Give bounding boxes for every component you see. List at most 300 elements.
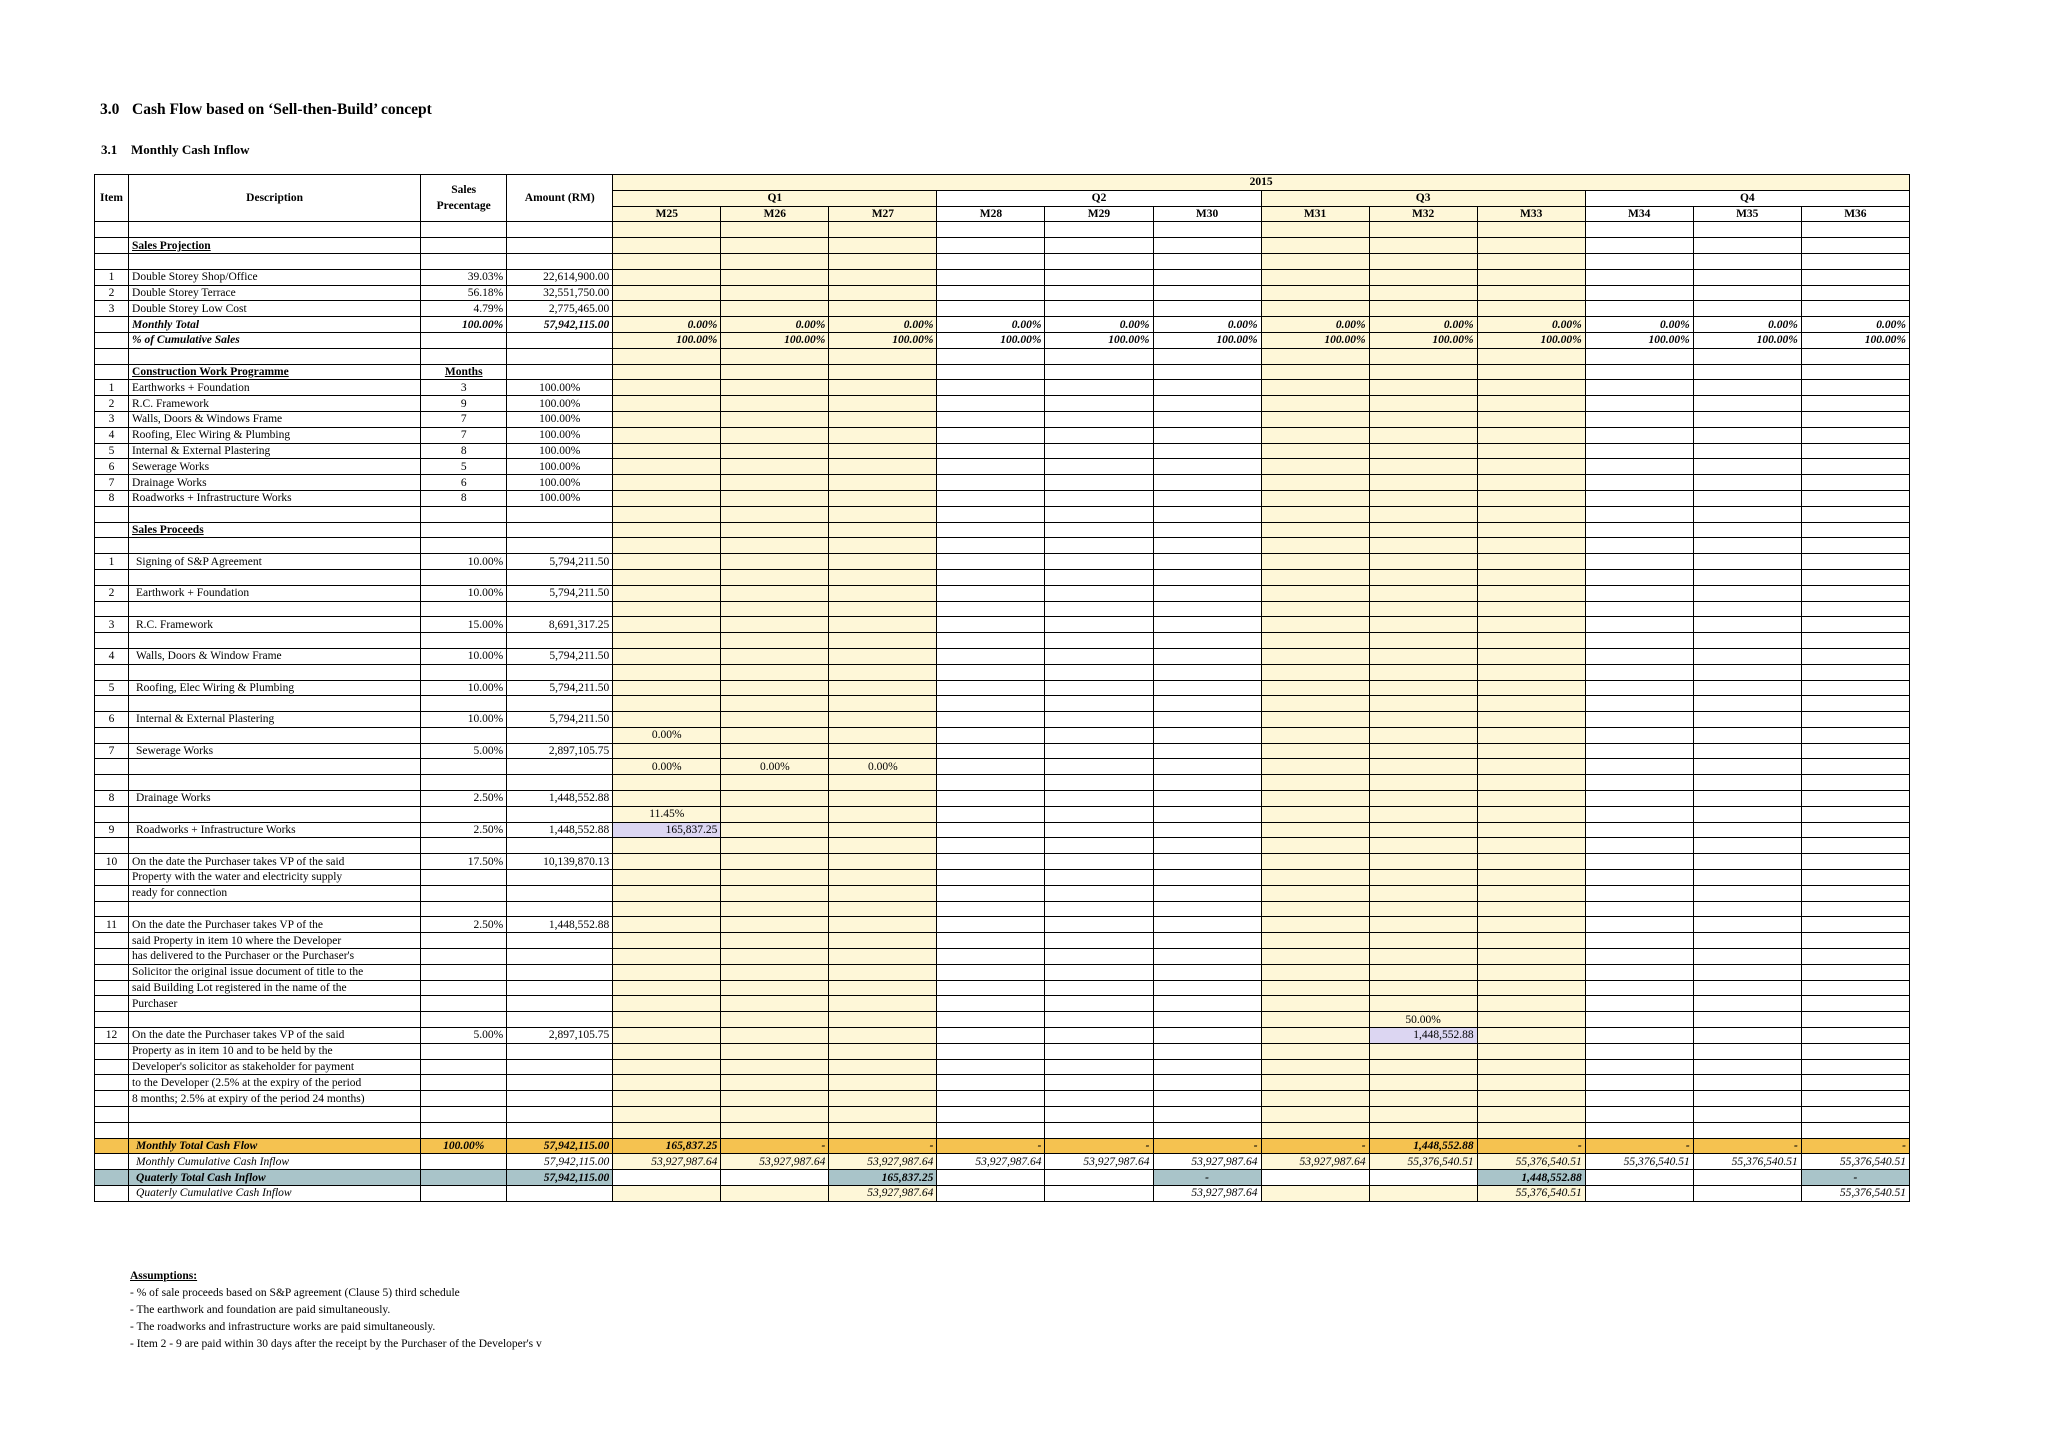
month-cell <box>829 443 937 459</box>
month-cell <box>937 490 1045 506</box>
month-value: - <box>1153 1138 1261 1154</box>
month-value: 55,376,540.51 <box>1801 1186 1909 1202</box>
month-cell <box>829 696 937 712</box>
month-cell <box>1261 980 1369 996</box>
month-cell <box>829 585 937 601</box>
blank-row <box>95 1107 1910 1123</box>
month-cell <box>1369 759 1477 775</box>
month-percentage: 0.00% <box>1585 317 1693 333</box>
month-cell <box>937 253 1045 269</box>
amount <box>507 1186 613 1202</box>
sales-percentage <box>421 1059 507 1075</box>
item-number: 2 <box>95 285 129 301</box>
month-cell <box>613 1028 721 1044</box>
sales-percentage <box>421 964 507 980</box>
month-cell <box>1585 222 1693 238</box>
description <box>129 348 421 364</box>
item-number <box>95 838 129 854</box>
month-cell <box>829 980 937 996</box>
month-cell <box>1585 696 1693 712</box>
month-cell <box>1045 585 1153 601</box>
month-cell <box>613 601 721 617</box>
sales-percentage <box>421 522 507 538</box>
month-cell <box>937 238 1045 254</box>
month-percentage: 100.00% <box>721 332 829 348</box>
month-cell <box>937 854 1045 870</box>
month-cell <box>1801 743 1909 759</box>
month-cell <box>721 806 829 822</box>
month-cell <box>1369 743 1477 759</box>
month-cell <box>1585 712 1693 728</box>
month-cell <box>1585 490 1693 506</box>
month-cell <box>1369 1043 1477 1059</box>
month-cell <box>1369 269 1477 285</box>
month-value: 53,927,987.64 <box>721 1154 829 1170</box>
month-cell <box>829 664 937 680</box>
month-cell <box>1585 1028 1693 1044</box>
table-row <box>95 459 1910 475</box>
month-cell <box>1261 364 1369 380</box>
month-percentage: 100.00% <box>613 332 721 348</box>
sales-percentage <box>421 949 507 965</box>
month-cell <box>829 822 937 838</box>
completion-percentage: 100.00% <box>507 490 613 506</box>
month-cell <box>1693 238 1801 254</box>
month-cell <box>613 1075 721 1091</box>
month-cell <box>613 664 721 680</box>
month-percentage: 0.00% <box>613 727 721 743</box>
blank-row <box>95 775 1910 791</box>
month-cell <box>1369 506 1477 522</box>
amount <box>507 1075 613 1091</box>
month-cell <box>1369 617 1477 633</box>
item-number: 5 <box>95 680 129 696</box>
month-cell <box>613 364 721 380</box>
month-cell <box>1153 348 1261 364</box>
month-cell <box>1801 996 1909 1012</box>
month-cell <box>1261 1043 1369 1059</box>
item-number <box>95 253 129 269</box>
table-row <box>95 854 1910 870</box>
month-cell <box>1585 980 1693 996</box>
month-cell <box>613 222 721 238</box>
month-cell <box>721 1091 829 1107</box>
month-cell <box>1153 917 1261 933</box>
sales-percentage: 2.50% <box>421 791 507 807</box>
month-cell <box>829 459 937 475</box>
month-cell <box>1369 885 1477 901</box>
amount <box>507 1012 613 1028</box>
month-value: - <box>721 1138 829 1154</box>
month-cell <box>1045 680 1153 696</box>
month-cell <box>937 285 1045 301</box>
month-cell <box>937 411 1045 427</box>
section-title: Construction Work Programme <box>129 364 421 380</box>
month-cell <box>1477 222 1585 238</box>
description: Earthworks + Foundation <box>129 380 421 396</box>
month-percentage: 100.00% <box>829 332 937 348</box>
sales-percentage: 15.00% <box>421 617 507 633</box>
amount <box>507 601 613 617</box>
amount <box>507 522 613 538</box>
month-cell <box>1477 648 1585 664</box>
month-cell <box>1045 854 1153 870</box>
row-label: Quaterly Total Cash Inflow <box>129 1170 421 1186</box>
month-cell <box>1477 743 1585 759</box>
month-value: 55,376,540.51 <box>1585 1154 1693 1170</box>
month-cell <box>1153 538 1261 554</box>
month-percentage: 100.00% <box>937 332 1045 348</box>
month-value: - <box>1801 1170 1909 1186</box>
month-value <box>1585 1170 1693 1186</box>
amount <box>507 538 613 554</box>
month-cell <box>1045 617 1153 633</box>
month-cell <box>1045 522 1153 538</box>
assumption-line: - % of sale proceeds based on S&P agreement (Clause 5) third schedule <box>130 1287 460 1299</box>
item-header: Item <box>95 175 129 222</box>
month-cell <box>1153 759 1261 775</box>
month-cell <box>937 475 1045 491</box>
month-cell <box>1801 285 1909 301</box>
month-cell <box>1693 806 1801 822</box>
month-cell <box>1045 380 1153 396</box>
description: Roadworks + Infrastructure Works <box>129 490 421 506</box>
month-header: M25 <box>613 206 721 222</box>
month-cell <box>1369 917 1477 933</box>
month-cell <box>1477 917 1585 933</box>
sales-percentage <box>421 1091 507 1107</box>
month-cell <box>829 1075 937 1091</box>
month-cell <box>1045 601 1153 617</box>
month-cell <box>937 585 1045 601</box>
month-cell <box>1801 1043 1909 1059</box>
sales-percentage <box>421 538 507 554</box>
description: On the date the Purchaser takes VP of the said <box>129 1028 421 1044</box>
month-cell <box>937 1059 1045 1075</box>
month-cell <box>721 443 829 459</box>
percentage-row <box>95 759 1910 775</box>
month-cell <box>721 364 829 380</box>
month-cell <box>1153 1091 1261 1107</box>
month-cell <box>1045 411 1153 427</box>
month-header: M27 <box>829 206 937 222</box>
month-cell <box>1261 380 1369 396</box>
month-cell <box>829 996 937 1012</box>
month-header: M26 <box>721 206 829 222</box>
amount: 1,448,552.88 <box>507 917 613 933</box>
month-cell <box>1477 759 1585 775</box>
month-cell <box>721 585 829 601</box>
month-cell <box>1045 806 1153 822</box>
month-cell <box>1261 727 1369 743</box>
table-row <box>95 680 1910 696</box>
month-percentage: 0.00% <box>721 317 829 333</box>
month-cell <box>1585 411 1693 427</box>
month-cell <box>829 238 937 254</box>
item-number <box>95 775 129 791</box>
month-value <box>1261 1170 1369 1186</box>
completion-percentage: 100.00% <box>507 475 613 491</box>
month-cell <box>1045 1043 1153 1059</box>
month-cell <box>1585 885 1693 901</box>
month-value: 55,376,540.51 <box>1477 1186 1585 1202</box>
month-cell <box>1153 885 1261 901</box>
month-cell <box>1477 838 1585 854</box>
month-cell <box>937 569 1045 585</box>
sales-percentage: 5.00% <box>421 1028 507 1044</box>
amount <box>507 949 613 965</box>
description: Roofing, Elec Wiring & Plumbing <box>129 427 421 443</box>
month-cell <box>721 506 829 522</box>
item-number <box>95 506 129 522</box>
month-cell <box>721 1075 829 1091</box>
month-cell <box>613 949 721 965</box>
month-cell <box>1693 648 1801 664</box>
month-cell <box>613 680 721 696</box>
months-header: Months <box>421 364 507 380</box>
month-cell <box>829 712 937 728</box>
month-cell <box>1153 253 1261 269</box>
month-value <box>937 1186 1045 1202</box>
month-cell <box>1585 727 1693 743</box>
month-cell <box>937 506 1045 522</box>
amount <box>507 806 613 822</box>
month-cell <box>1369 569 1477 585</box>
amount: 2,897,105.75 <box>507 1028 613 1044</box>
month-cell <box>937 964 1045 980</box>
month-cell <box>1477 696 1585 712</box>
month-cell <box>1369 838 1477 854</box>
item-number <box>95 538 129 554</box>
month-cell <box>1801 759 1909 775</box>
month-value <box>1369 1170 1477 1186</box>
month-cell <box>1585 506 1693 522</box>
month-cell <box>1477 617 1585 633</box>
month-percentage: 0.00% <box>613 759 721 775</box>
table-row <box>95 964 1910 980</box>
month-cell <box>937 222 1045 238</box>
month-cell <box>1369 775 1477 791</box>
month-cell <box>1477 791 1585 807</box>
month-cell <box>1045 980 1153 996</box>
table-row <box>95 980 1910 996</box>
month-cell <box>1693 269 1801 285</box>
month-cell <box>829 648 937 664</box>
month-percentage: 50.00% <box>1369 1012 1477 1028</box>
sales-percentage <box>421 806 507 822</box>
month-cell <box>829 727 937 743</box>
month-cell <box>1369 253 1477 269</box>
table-row <box>95 585 1910 601</box>
month-value: - <box>1261 1138 1369 1154</box>
month-percentage: 0.00% <box>1153 317 1261 333</box>
sales-percentage <box>421 1122 507 1138</box>
description <box>129 601 421 617</box>
section-title: Sales Proceeds <box>129 522 421 538</box>
month-cell <box>721 1043 829 1059</box>
month-percentage: 0.00% <box>721 759 829 775</box>
blank-row <box>95 506 1910 522</box>
month-cell <box>613 475 721 491</box>
month-cell <box>1585 633 1693 649</box>
quarterly-cumulative-row <box>95 1186 1910 1202</box>
month-cell <box>937 1012 1045 1028</box>
month-cell <box>1801 664 1909 680</box>
description: Double Storey Terrace <box>129 285 421 301</box>
month-cell <box>829 917 937 933</box>
month-cell <box>1585 443 1693 459</box>
month-cell <box>1153 1107 1261 1123</box>
month-cell <box>829 949 937 965</box>
month-cell <box>1477 538 1585 554</box>
month-cell <box>1801 506 1909 522</box>
month-cell <box>1045 791 1153 807</box>
month-cell <box>1261 1059 1369 1075</box>
month-cell <box>1369 538 1477 554</box>
month-cell <box>1369 301 1477 317</box>
month-cell <box>1261 459 1369 475</box>
month-cell <box>937 980 1045 996</box>
month-cell <box>721 522 829 538</box>
month-cell <box>1801 522 1909 538</box>
month-cell <box>1693 538 1801 554</box>
month-value: 1,448,552.88 <box>1369 1138 1477 1154</box>
completion-percentage: 100.00% <box>507 443 613 459</box>
month-value: 55,376,540.51 <box>1369 1154 1477 1170</box>
month-cell <box>1261 1091 1369 1107</box>
month-cell <box>829 380 937 396</box>
month-cell <box>1153 269 1261 285</box>
month-cell <box>1477 854 1585 870</box>
month-cell <box>1153 522 1261 538</box>
sales-percentage: 10.00% <box>421 585 507 601</box>
month-cell <box>1045 348 1153 364</box>
cumulative-sales-row <box>95 332 1910 348</box>
item-number: 5 <box>95 443 129 459</box>
amount: 1,448,552.88 <box>507 791 613 807</box>
month-cell <box>721 569 829 585</box>
month-cell <box>613 1122 721 1138</box>
month-cell <box>721 917 829 933</box>
month-cell <box>1693 411 1801 427</box>
month-cell <box>721 980 829 996</box>
month-cell <box>1369 443 1477 459</box>
month-value <box>613 1170 721 1186</box>
month-cell <box>829 854 937 870</box>
month-value: 53,927,987.64 <box>829 1186 937 1202</box>
section-row <box>95 364 1910 380</box>
month-cell <box>829 475 937 491</box>
amount <box>507 1122 613 1138</box>
month-cell <box>1369 554 1477 570</box>
month-cell <box>1153 806 1261 822</box>
month-cell <box>1585 396 1693 412</box>
month-value: 55,376,540.51 <box>1693 1154 1801 1170</box>
amount: 1,448,552.88 <box>507 822 613 838</box>
sales-percentage <box>421 1154 507 1170</box>
item-number <box>95 696 129 712</box>
item-number <box>95 1170 129 1186</box>
month-cell <box>1801 1107 1909 1123</box>
month-cell <box>1153 459 1261 475</box>
month-cell <box>1585 569 1693 585</box>
month-cell <box>1261 427 1369 443</box>
month-cell <box>937 443 1045 459</box>
month-value: 53,927,987.64 <box>1153 1186 1261 1202</box>
month-percentage: 0.00% <box>613 317 721 333</box>
month-cell <box>613 996 721 1012</box>
month-cell <box>1693 427 1801 443</box>
percentage-row <box>95 806 1910 822</box>
month-header: M34 <box>1585 206 1693 222</box>
month-cell <box>1261 838 1369 854</box>
amount: 5,794,211.50 <box>507 554 613 570</box>
description: to the Developer (2.5% at the expiry of the period <box>129 1075 421 1091</box>
month-value: 53,927,987.64 <box>937 1154 1045 1170</box>
month-cell <box>1153 1012 1261 1028</box>
sales-percentage <box>421 1186 507 1202</box>
blank-row <box>95 633 1910 649</box>
month-cell <box>1477 901 1585 917</box>
table-row <box>95 285 1910 301</box>
month-cell <box>1801 380 1909 396</box>
sales-percentage: 100.00% <box>421 317 507 333</box>
amount <box>507 870 613 886</box>
month-cell <box>1369 427 1477 443</box>
sales-percentage-header: Sales Precentage <box>421 175 507 222</box>
amount <box>507 1091 613 1107</box>
item-number: 1 <box>95 380 129 396</box>
month-cell <box>1477 443 1585 459</box>
month-cell <box>1045 917 1153 933</box>
table-row <box>95 870 1910 886</box>
item-number <box>95 1059 129 1075</box>
month-cell <box>1477 680 1585 696</box>
month-value: - <box>937 1138 1045 1154</box>
month-cell <box>829 253 937 269</box>
month-cell <box>1693 727 1801 743</box>
item-number <box>95 1075 129 1091</box>
month-cell <box>1153 238 1261 254</box>
month-cell <box>1261 301 1369 317</box>
description <box>129 727 421 743</box>
month-cell <box>1477 601 1585 617</box>
month-cell <box>829 285 937 301</box>
description: Internal & External Plastering <box>129 443 421 459</box>
month-cell <box>1801 459 1909 475</box>
month-cell <box>1045 727 1153 743</box>
month-cell <box>1153 854 1261 870</box>
amount <box>507 569 613 585</box>
item-number <box>95 949 129 965</box>
month-cell <box>1693 996 1801 1012</box>
month-cell <box>1261 680 1369 696</box>
month-cell <box>1153 1043 1261 1059</box>
blank-row <box>95 253 1910 269</box>
month-cell <box>1045 648 1153 664</box>
month-cell <box>1261 396 1369 412</box>
month-value <box>1369 1186 1477 1202</box>
sales-percentage <box>421 601 507 617</box>
month-value: 53,927,987.64 <box>613 1154 721 1170</box>
month-cell <box>1693 617 1801 633</box>
description <box>129 1012 421 1028</box>
month-cell <box>1585 806 1693 822</box>
item-number <box>95 1154 129 1170</box>
description: said Building Lot registered in the name of the <box>129 980 421 996</box>
month-cell <box>937 917 1045 933</box>
month-cell <box>1801 538 1909 554</box>
